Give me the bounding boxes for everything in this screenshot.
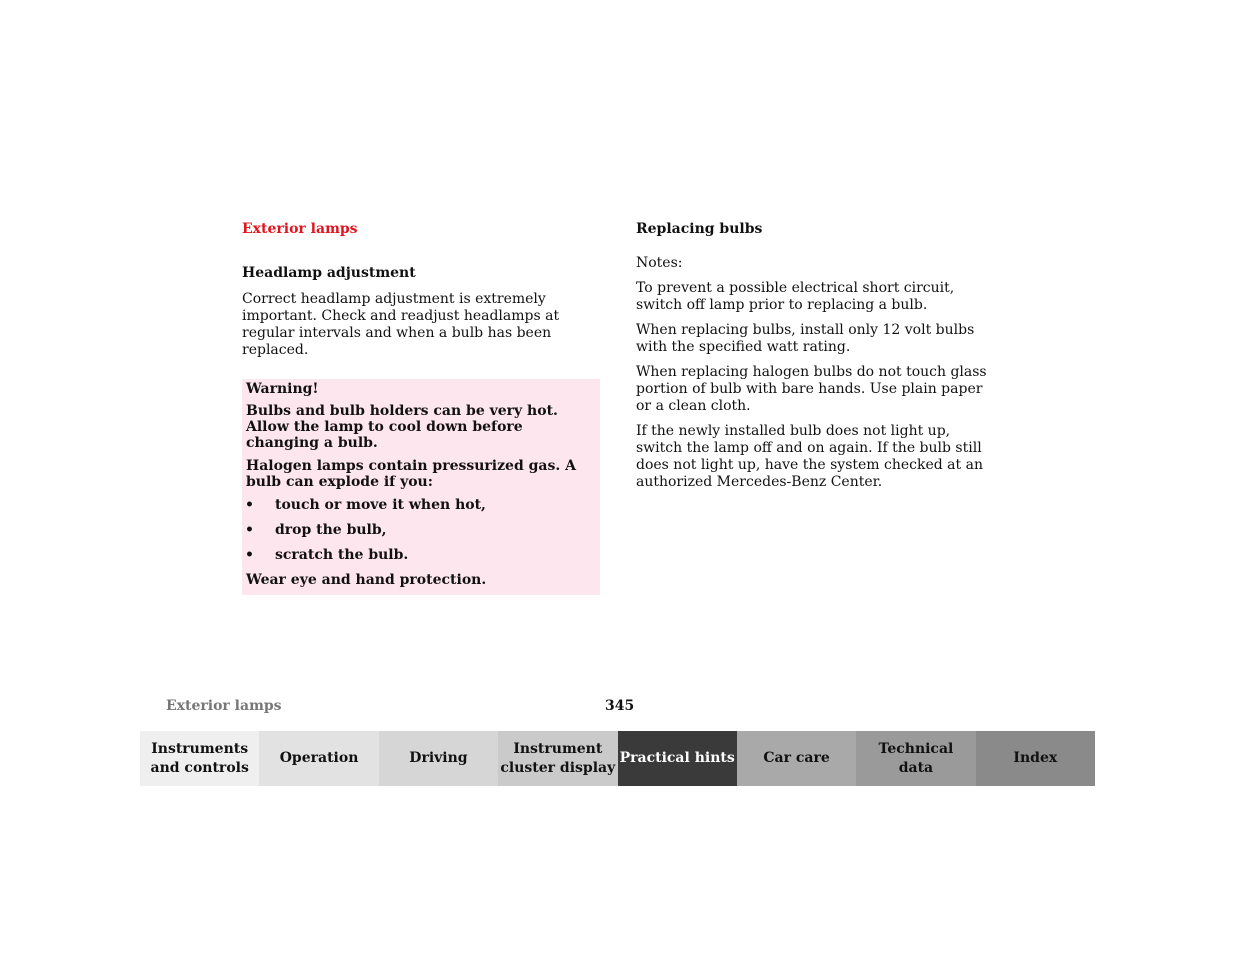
- headlamp-adjustment-heading: Headlamp adjustment: [242, 265, 416, 281]
- tab-driving[interactable]: Driving: [379, 731, 498, 786]
- note-paragraph: To prevent a possible electrical short circuit, switch off lamp prior to replacing a bulb.: [636, 280, 955, 313]
- replacing-bulbs-heading: Replacing bulbs: [636, 221, 763, 237]
- tab-operation[interactable]: Operation: [259, 731, 378, 786]
- bullet-icon: •: [245, 547, 254, 563]
- bullet-icon: •: [245, 497, 254, 513]
- tab-instruments-and-controls[interactable]: Instruments and controls: [140, 731, 259, 786]
- notes-label: Notes:: [636, 255, 683, 271]
- bullet-icon: •: [245, 522, 254, 538]
- chapter-nav-bar: [140, 731, 1095, 786]
- warning-closing: Wear eye and hand protection.: [246, 572, 487, 588]
- note-paragraph: When replacing bulbs, install only 12 volt bulbs with the specified watt rating.: [636, 322, 975, 355]
- tab-technical-data[interactable]: Technical data: [856, 731, 975, 786]
- tab-index[interactable]: Index: [976, 731, 1095, 786]
- left-column: [242, 220, 600, 595]
- note-paragraph: If the newly installed bulb does not light up, switch the lamp off and on again. If the bulb still does not light up, have the system checked at an authorized Mercedes-Benz Center.: [636, 423, 983, 490]
- warning-box: [242, 379, 600, 595]
- warning-heading: Warning!: [246, 381, 319, 397]
- section-title: Exterior lamps: [242, 221, 358, 237]
- tab-instrument-cluster-display[interactable]: Instrument cluster display: [498, 731, 617, 786]
- list-item: • scratch the bulb.: [245, 547, 409, 563]
- page-number: 345: [605, 698, 635, 714]
- note-paragraph: When replacing halogen bulbs do not touch glass portion of bulb with bare hands. Use plain paper or a clean cloth.: [636, 364, 987, 414]
- list-item: • drop the bulb,: [245, 522, 387, 538]
- warning-text-pressurized: Halogen lamps contain pressurized gas. A bulb can explode if you:: [246, 458, 576, 490]
- list-item: • touch or move it when hot,: [245, 497, 486, 513]
- warning-bullet-list: [246, 497, 596, 563]
- tab-practical-hints[interactable]: Practical hints: [618, 731, 737, 786]
- right-column: [636, 220, 996, 499]
- footer-section-name: Exterior lamps: [166, 698, 282, 714]
- warning-text-hot: Bulbs and bulb holders can be very hot. Allow the lamp to cool down before changing a bulb.: [246, 403, 558, 451]
- tab-car-care[interactable]: Car care: [737, 731, 856, 786]
- headlamp-adjustment-text: Correct headlamp adjustment is extremely important. Check and readjust headlamps at regular intervals and when a bulb has been replaced.: [242, 291, 560, 358]
